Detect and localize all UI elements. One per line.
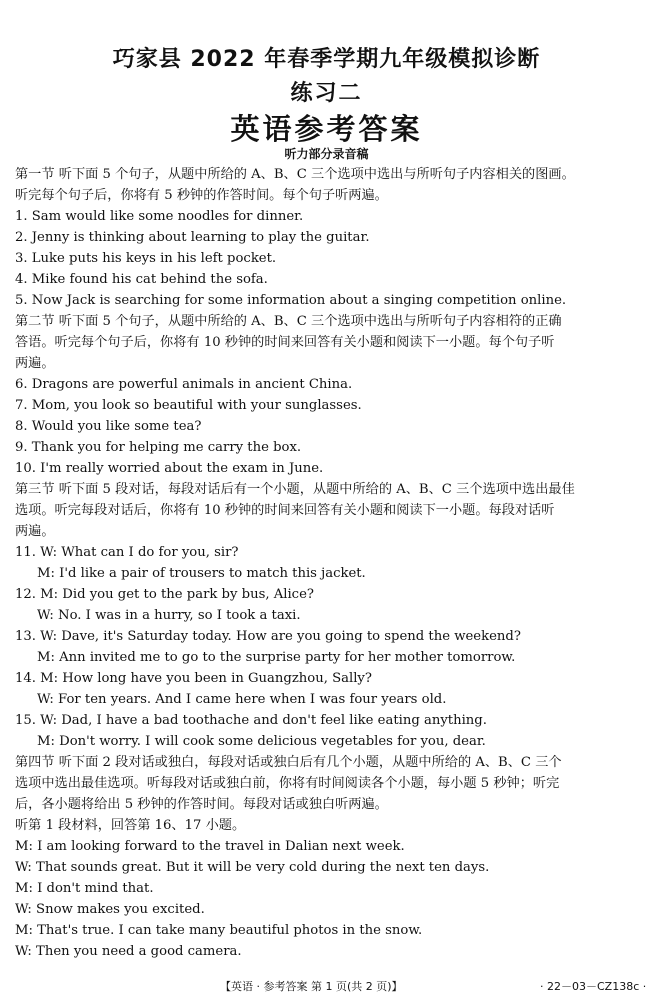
section-3-intro: 选项。听完每段对话后，你将有 10 秒钟的时间来回答有关小题和阅读下一小题。每段对话听 xyxy=(15,503,555,518)
section-1-intro: 第一节 听下面 5 个句子，从题中所给的 A、B、C 三个选项中选出与所听句子内容相关的图画。 xyxy=(15,167,575,182)
page-number: 【英语 · 参考答案 第 1 页(共 2 页)】 xyxy=(220,980,403,993)
dialogue-line: 12. M: Did you get to the park by bus, Alice? xyxy=(15,587,314,602)
transcript-line: 5. Now Jack is searching for some information about a singing competition online. xyxy=(15,293,567,308)
dialogue-line: W: No. I was in a hurry, so I took a taxi. xyxy=(37,608,301,623)
material-heading: 听第 1 段材料，回答第 16、17 小题。 xyxy=(15,818,246,833)
dialogue-line: M: Don't worry. I will cook some delicious vegetables for you, dear. xyxy=(37,734,486,749)
dialogue-line: M: Ann invited me to go to the surprise party for her mother tomorrow. xyxy=(37,650,516,665)
transcript-line: 1. Sam would like some noodles for dinner. xyxy=(15,209,304,224)
section-2-intro: 第二节 听下面 5 个句子，从题中所给的 A、B、C 三个选项中选出与所听句子内容相符的正确 xyxy=(15,314,562,329)
dialogue-line: 15. W: Dad, I have a bad toothache and don't feel like eating anything. xyxy=(15,713,487,728)
section-4-intro: 第四节 听下面 2 段对话或独白，每段对话或独白后有几个小题，从题中所给的 A、B、C 三个 xyxy=(15,755,562,770)
section-2-intro: 答语。听完每个句子后，你将有 10 秒钟的时间来回答有关小题和阅读下一小题。每个句子听 xyxy=(15,335,555,350)
dialogue-line: M: I don't mind that. xyxy=(15,881,154,896)
exam-subtitle: 练习二 xyxy=(290,81,363,106)
dialogue-line: W: That sounds great. But it will be very cold during the next ten days. xyxy=(15,860,490,875)
transcript-line: 9. Thank you for helping me carry the box. xyxy=(15,440,302,455)
transcript-line: 4. Mike found his cat behind the sofa. xyxy=(15,272,268,287)
dialogue-line: 11. W: What can I do for you, sir? xyxy=(15,545,239,560)
section-4-intro: 后，各小题将给出 5 秒钟的作答时间。每段对话或独白听两遍。 xyxy=(15,797,388,812)
dialogue-line: W: For ten years. And I came here when I was four years old. xyxy=(37,692,447,707)
document-code: · 22－03－CZ138c · xyxy=(540,980,647,993)
section-heading: 听力部分录音稿 xyxy=(284,147,369,161)
dialogue-line: M: That's true. I can take many beautiful photos in the snow. xyxy=(15,923,423,938)
transcript-line: 3. Luke puts his keys in his left pocket. xyxy=(15,251,277,266)
section-3-intro: 两遍。 xyxy=(15,524,55,539)
transcript-body xyxy=(15,164,640,962)
transcript-line: 8. Would you like some tea? xyxy=(15,419,202,434)
dialogue-line: 14. M: How long have you been in Guangzhou, Sally? xyxy=(15,671,372,686)
dialogue-line: W: Then you need a good camera. xyxy=(15,944,242,959)
dialogue-line: 13. W: Dave, it's Saturday today. How are you going to spend the weekend? xyxy=(15,629,521,644)
section-4-intro: 选项中选出最佳选项。听每段对话或独白前，你将有时间阅读各个小题，每小题 5 秒钟；听完 xyxy=(15,776,560,791)
transcript-line: 2. Jenny is thinking about learning to play the guitar. xyxy=(15,230,370,245)
section-2-intro: 两遍。 xyxy=(15,356,55,371)
section-3-intro: 第三节 听下面 5 段对话，每段对话后有一个小题，从题中所给的 A、B、C 三个选项中选出最佳 xyxy=(15,482,575,497)
transcript-line: 10. I'm really worried about the exam in June. xyxy=(15,461,324,476)
transcript-line: 6. Dragons are powerful animals in ancient China. xyxy=(15,377,353,392)
transcript-line: 7. Mom, you look so beautiful with your sunglasses. xyxy=(15,398,362,413)
dialogue-line: M: I'd like a pair of trousers to match this jacket. xyxy=(37,566,366,581)
dialogue-line: W: Snow makes you excited. xyxy=(15,902,205,917)
exam-title: 巧家县 2022 年春季学期九年级模拟诊断 xyxy=(112,47,541,72)
dialogue-line: M: I am looking forward to the travel in Dalian next week. xyxy=(15,839,405,854)
section-1-intro: 听完每个句子后，你将有 5 秒钟的作答时间。每个句子听两遍。 xyxy=(15,188,388,203)
page-title: 英语参考答案 xyxy=(230,112,423,146)
